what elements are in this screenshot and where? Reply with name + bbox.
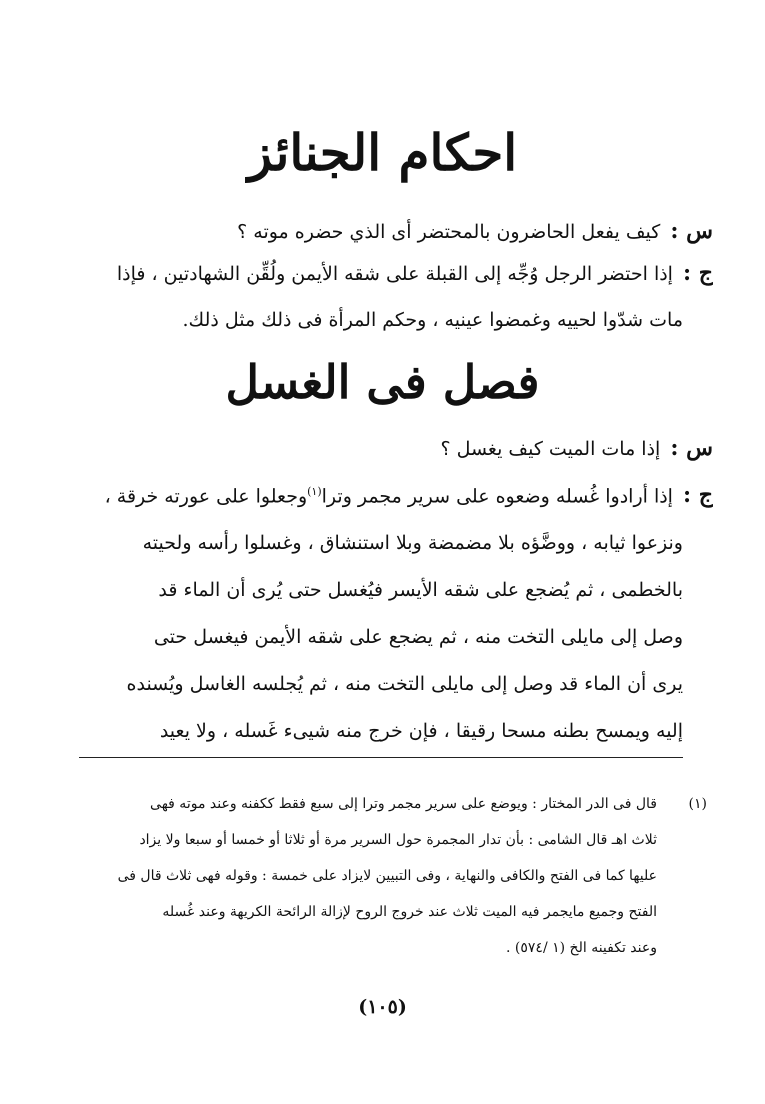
page-number: (١٠٥): [358, 996, 407, 1018]
question-2: [48, 425, 713, 472]
answer-2-line-4: وصل إلى مايلى التخت منه ، ثم يضجع على شقه الأيمن فيغسل حتى: [153, 626, 683, 649]
question-marker: س :: [670, 218, 713, 244]
answer-1-line-2: مات شدّوا لحييه وغمضوا عينيه ، وحكم المرأة فى ذلك مثل ذلك.: [182, 309, 683, 331]
answer-2: [48, 468, 713, 755]
answer-marker: ج :: [683, 482, 713, 509]
answer-2-line-1: [48, 468, 713, 520]
footnote-number: (١): [688, 796, 707, 812]
footnote-line-3: عليها كما فى الفتح والكافى والنهاية ، وفى التبيين لايزاد على خمسة : وقوله فهى ثلاث قال فى: [117, 868, 657, 884]
question-2-line: [48, 425, 713, 472]
question-1-line: [48, 208, 713, 255]
answer-2-line-3: بالخطمى ، ثم يُضجع على شقه الأيسر فيُغسل حتى يُرى أن الماء قد: [158, 579, 683, 602]
footnote-divider: [79, 757, 683, 758]
footnote-line-1: قال فى الدر المختار : ويوضع على سرير مجمر وترا إلى سبع فقط ككفنه وعند موته فهى: [150, 796, 657, 812]
answer-1-text-1: إذا احتضر الرجل وُجِّه إلى القبلة على شقه الأيمن ولُقِّن الشهادتين ، فإذا: [116, 263, 673, 285]
footnote: [58, 786, 705, 966]
answer-marker: ج :: [683, 260, 713, 286]
question-marker: س :: [670, 435, 713, 461]
footnote-line-2: ثلاث اهـ قال الشامى : بأن تدار المجمرة حول السرير مرة أو ثلاثا أو خمسا أو سبعا ولا يزاد: [139, 832, 657, 848]
answer-2-line-5: يرى أن الماء قد وصل إلى مايلى التخت منه ، ثم يُجلسه الغاسل ويُسنده: [126, 673, 683, 696]
answer-2-text-1b: وجعلوا على عورته خرقة ،: [104, 485, 308, 508]
answer-2-line-2: ونزعوا ثيابه ، ووضَّؤه بلا مضمضة وبلا استنشاق ، وغسلوا رأسه ولحيته: [142, 532, 683, 555]
footnote-body: [58, 786, 705, 966]
section-title: فصل فى الغسل: [225, 355, 540, 409]
footnote-line-5: وعند تكفينه الخ (١ /٥٧٤) .: [506, 940, 657, 956]
question-1: [48, 208, 713, 255]
answer-2-text-1a: إذا أرادوا غُسله وضعوه على سرير مجمر وترا: [321, 485, 673, 508]
footnote-reference[interactable]: (١): [307, 485, 322, 498]
question-1-text: كيف يفعل الحاضرون بالمحتضر أى الذي حضره موته ؟: [237, 221, 661, 243]
footnote-line-4: الفتح وجميع مايجمر فيه الميت ثلاث عند خروج الروح لإزالة الرائحة الكريهة وعند غُسله: [162, 904, 657, 920]
answer-1: [48, 250, 713, 343]
answer-1-line-1: [48, 250, 713, 297]
chapter-title: احكام الجنائز: [247, 123, 518, 182]
question-2-text: إذا مات الميت كيف يغسل ؟: [440, 438, 661, 460]
answer-2-line-6: إليه ويمسح بطنه مسحا رقيقا ، فإن خرج منه شيىء غَسله ، ولا يعيد: [159, 720, 683, 743]
